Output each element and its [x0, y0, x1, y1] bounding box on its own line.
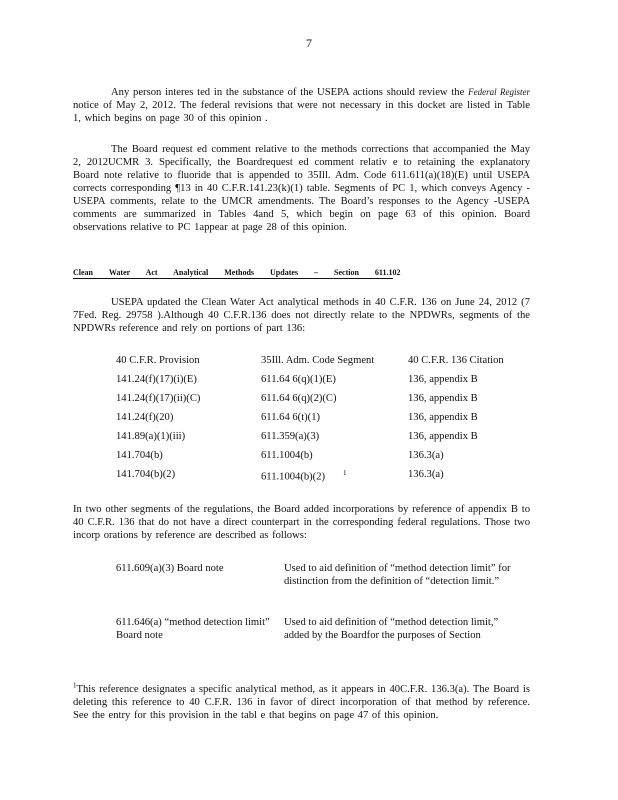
- definition-row: [116, 563, 520, 588]
- table-row: [116, 374, 518, 393]
- header-iac-segment: 35Ill. Adm. Code Segment: [261, 355, 375, 366]
- definition-name: 611.646(a) “method detection limit” Board note: [116, 617, 270, 641]
- table-cell: [261, 469, 408, 488]
- table-cell: 136, appendix B: [408, 393, 478, 404]
- table-cell: 136.3(a): [408, 450, 444, 461]
- definition-description: Used to aid definition of “method detection limit,” added by the Boardfor the purposes of Section: [284, 617, 499, 641]
- footnote-text: This reference designates a specific analytical method, as it appears in 40C.F.R. 136.3(a). The Board is deleting this reference to 40 C.F.R. 136 in favor of direct incorporation of that method by reference. See the entry for this provision in the tabl e that begins on page 47 of this opinion.: [73, 684, 530, 721]
- table-row: [116, 431, 518, 450]
- table-cell: 611.64 6(q)(2)(C): [261, 393, 337, 404]
- paragraph-incorporations: In two other segments of the regulations, the Board added incorporations by reference of appendix B to 40 C.F.R. 136 that do not have a direct counterpart in the corresponding federal regulations. Those two incorp orations by reference are described as follows:: [73, 504, 530, 541]
- table-cell: 611.64 6(t)(1): [261, 412, 321, 423]
- table-cell: 141.24(f)(17)(i)(E): [116, 374, 197, 385]
- citation-table-header: [116, 355, 518, 374]
- paragraph-cwa-update: USEPA updated the Clean Water Act analytical methods in 40 C.F.R. 136 on June 24, 2012 (7 7Fed. Reg. 29758 ).Although 40 C.F.R.136 does not directly relate to the NPDWRs, segments of the NPDWRs reference and rely on portions of part 136:: [73, 297, 530, 334]
- header-cfr-provision: 40 C.F.R. Provision: [116, 355, 200, 366]
- paragraph1-start: Any person interes ted in the substance of the USEPA actions should review the: [111, 87, 469, 98]
- table-row: [116, 393, 518, 412]
- table-row: [116, 450, 518, 469]
- footnote-reference: 1: [343, 469, 347, 477]
- footnote-marker: 1: [73, 681, 77, 690]
- definition-row: [116, 617, 520, 642]
- paragraph-board-comment: The Board request ed comment relative to the methods corrections that accompanied the May 2, 2012UCMR 3. Specifically, the Boardrequest ed comment relativ e to retaining the explanatory Board note relative to fluoride that is appended to 35Ill. Adm. Code 611.611(a)(18)(E) until USEPA corrects corresponding ¶13 in 40 C.F.R.141.23(k)(1) table. Segments of PC 1, which conveys Agency - USEPA comments, relate to the UMCR amendments. The Board’s responses to the Agency -USEPA comments are summarized in Tables 4and 5, which begin on page 63 of this opinion. Board observations relative to PC 1appear at page 28 of this opinion.: [73, 144, 530, 233]
- table-cell: 136, appendix B: [408, 431, 478, 442]
- table-cell: 141.89(a)(1)(iii): [116, 431, 186, 442]
- table-row: [116, 469, 518, 488]
- definition-entry: [116, 617, 520, 642]
- table-cell: 141.704(b): [116, 450, 163, 461]
- table-cell: 141.24(f)(17)(ii)(C): [116, 393, 201, 404]
- table-cell: 141.24(f)(20): [116, 412, 174, 423]
- definition-description: Used to aid definition of “method detection limit” for distinction from the definition of “detection limit.”: [284, 563, 511, 587]
- table-row: [116, 412, 518, 431]
- table-cell: 136.3(a): [408, 469, 444, 480]
- citation-table: [116, 355, 518, 488]
- table-cell-text: 611.1004(b)(2): [261, 471, 326, 483]
- table-cell: 611.359(a)(3): [261, 431, 320, 442]
- table-cell: 136, appendix B: [408, 412, 478, 423]
- table-cell: 136, appendix B: [408, 374, 478, 385]
- paragraph1-end: notice of May 2, 2012. The federal revisions that were not necessary in this docket are listed in Table 1, which begins on page 30 of this opinion .: [73, 100, 530, 124]
- definition-name: 611.609(a)(3) Board note: [116, 563, 224, 574]
- header-136-citation: 40 C.F.R. 136 Citation: [408, 355, 504, 366]
- table-cell: 141.704(b)(2): [116, 469, 176, 480]
- table-cell: 611.64 6(q)(1)(E): [261, 374, 336, 385]
- federal-register-italic: Federal Register: [468, 87, 530, 97]
- page-number: 7: [306, 36, 312, 50]
- table-cell: 611.1004(b): [261, 450, 313, 461]
- section-heading: Clean Water Act Analytical Methods Updates – Section 611.102: [73, 268, 401, 277]
- paragraph-federal-register: [73, 86, 530, 125]
- footnote: [73, 683, 530, 722]
- definition-entry: [116, 563, 520, 588]
